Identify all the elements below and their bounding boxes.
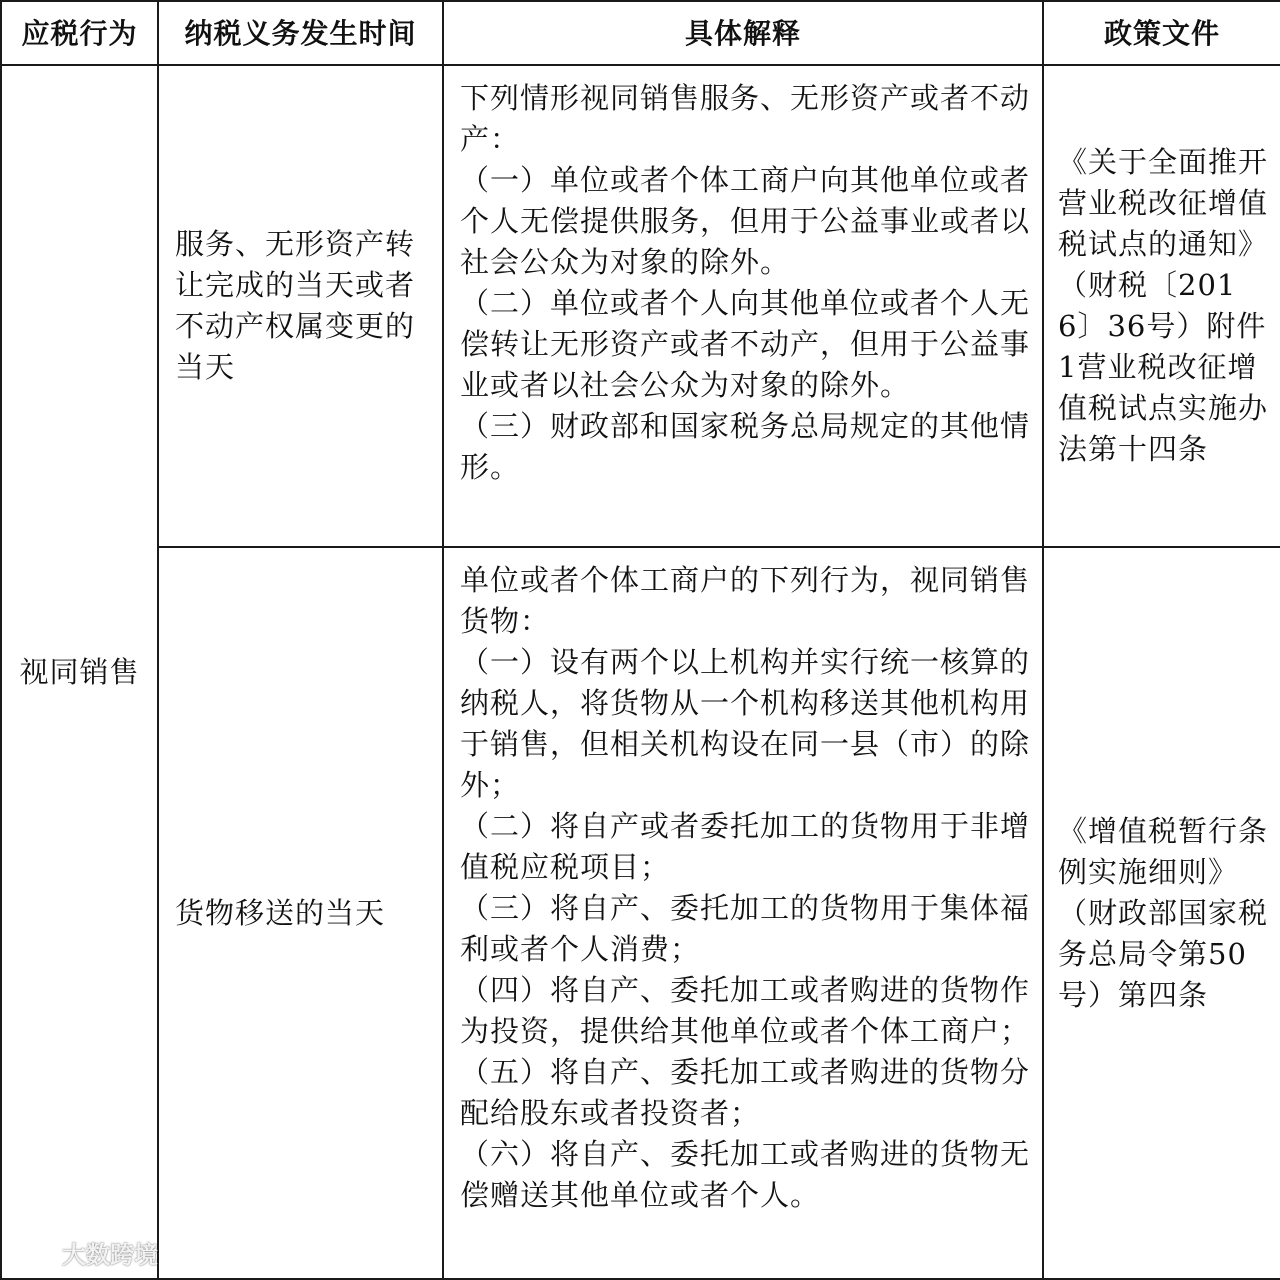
header-row <box>1 1 1280 65</box>
explain-item: （一）单位或者个体工商户向其他单位或者个人无偿提供服务，但用于公益事业或者以社会公众为对象的除外。 <box>460 163 1031 279</box>
explain-cell <box>443 65 1043 547</box>
weibo-icon <box>10 1238 56 1268</box>
explain-intro: 单位或者个体工商户的下列行为，视同销售货物： <box>460 563 1031 638</box>
explain-item: （六）将自产、委托加工或者购进的货物无偿赠送其他单位或者个人。 <box>460 1137 1031 1212</box>
explain-cell <box>443 547 1043 1279</box>
time-cell: 服务、无形资产转让完成的当天或者不动产权属变更的当天 <box>158 65 443 547</box>
watermark <box>10 1235 158 1270</box>
explain-item: （二）将自产或者委托加工的货物用于非增值税应税项目； <box>460 809 1031 884</box>
header-policy: 政策文件 <box>1043 1 1280 65</box>
table-row <box>1 547 1280 1279</box>
explain-item: （四）将自产、委托加工或者购进的货物作为投资，提供给其他单位或者个体工商户； <box>460 973 1031 1048</box>
explain-item: （五）将自产、委托加工或者购进的货物分配给股东或者投资者； <box>460 1055 1031 1130</box>
explain-item: （三）将自产、委托加工的货物用于集体福利或者个人消费； <box>460 891 1031 966</box>
explain-item: （一）设有两个以上机构并实行统一核算的纳税人，将货物从一个机构移送其他机构用于销售，但相关机构设在同一县（市）的除外； <box>460 645 1031 802</box>
header-explain: 具体解释 <box>443 1 1043 65</box>
header-behavior: 应税行为 <box>1 1 158 65</box>
time-cell: 货物移送的当天 <box>158 547 443 1279</box>
header-time: 纳税义务发生时间 <box>158 1 443 65</box>
behavior-cell: 视同销售 <box>1 65 158 1279</box>
policy-cell: 《增值税暂行条例实施细则》（财政部国家税务总局令第50号）第四条 <box>1043 547 1280 1279</box>
explain-intro: 下列情形视同销售服务、无形资产或者不动产： <box>460 81 1031 156</box>
explain-item: （三）财政部和国家税务总局规定的其他情形。 <box>460 409 1031 484</box>
policy-cell: 《关于全面推开营业税改征增值税试点的通知》（财税〔2016〕36号）附件1营业税改征增值税试点实施办法第十四条 <box>1043 65 1280 547</box>
explain-item: （二）单位或者个人向其他单位或者个人无偿转让无形资产或者不动产，但用于公益事业或者以社会公众为对象的除外。 <box>460 286 1031 402</box>
table-row <box>1 65 1280 547</box>
watermark-text: 大数跨境 <box>62 1241 158 1269</box>
